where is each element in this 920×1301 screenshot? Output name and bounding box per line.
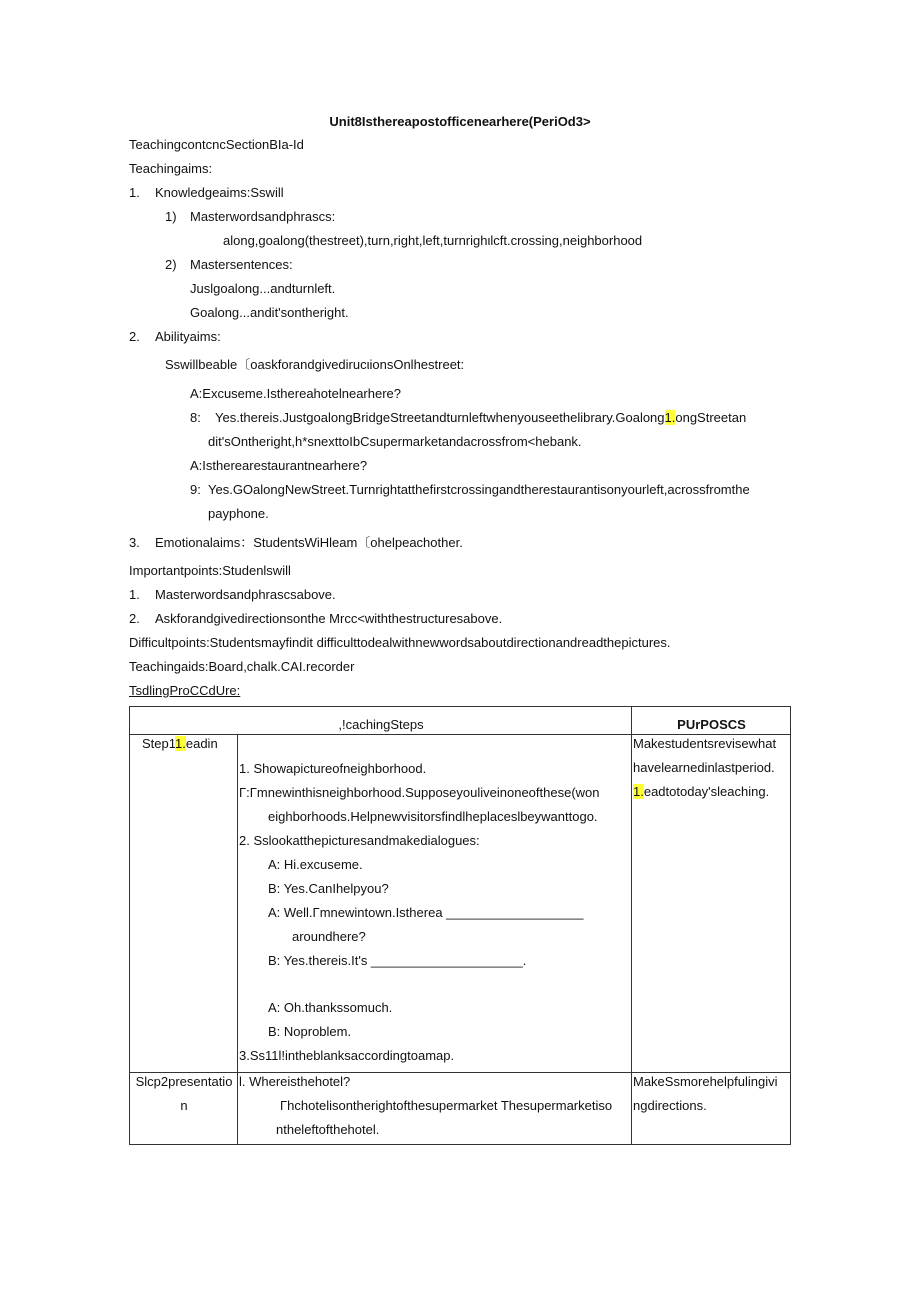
dialogue-b1-cont: dit'sOntheright,h*snexttoIbCsupermarketandacrossfrom<hebank. (208, 434, 582, 449)
purpose-line: MakeSsmorehelpfulingivi (633, 1074, 778, 1089)
list-item: aroundhere? (292, 929, 366, 944)
step1-pre: Step1 (142, 736, 176, 751)
header-steps: ,!cachingSteps (338, 717, 424, 732)
sub2-text: Mastersentences: (190, 257, 293, 272)
list-item: A: Well.Γmnewintown.Isthereа ___________________ (268, 905, 584, 920)
list-item: l. Whereisthehotel? (239, 1074, 351, 1089)
teaching-aids: Teachingaids:Board,chalk.CAI.recorder (129, 659, 355, 674)
dialogue-b2-cont: payphone. (208, 506, 269, 521)
highlight-mark: 1. (664, 410, 676, 425)
table-row (130, 735, 791, 1073)
important-1: Masterwordsandphrascsabove. (155, 587, 336, 602)
important-1-num: 1. (129, 587, 140, 602)
aims-heading: Teachingaims: (129, 161, 213, 176)
list-item: B: Noproblem. (268, 1024, 352, 1039)
step2-content-cell (238, 1073, 632, 1145)
procedure-heading: TsdlingProCCdUre: (129, 683, 241, 698)
list-item: A: Hi.excuseme. (268, 857, 363, 872)
step1-post: eadin (185, 736, 218, 751)
words-list: along,goalong(thestreet),turn,right,left,turnrighιlcft.crossing,neighborhood (223, 233, 643, 248)
sub1-text: Masterwordsandphrascs: (190, 209, 336, 224)
step1-cell (130, 735, 238, 1073)
sub2-num: 2) (165, 257, 177, 272)
highlight-mark: 1. (633, 784, 644, 799)
list-item: eighborhoods.Helpnewvisitorsfindlheplaceslbeywanttogo. (268, 809, 598, 824)
header-purposes-cell (632, 707, 791, 735)
step1-purpose-cell (632, 735, 791, 1073)
ability-aims: Abilityaims: (155, 329, 221, 344)
purpose-line: ngdirections. (633, 1098, 707, 1113)
list-item: B: Yes.thereis.It's _____________________. (268, 953, 527, 968)
dialogue-b1-pre: Yes.thereis.JustgoalongBridgeStreetandturnleftwhenyouseethelibrary.Goalong (215, 410, 665, 425)
list-item: A: Oh.thankssomuch. (268, 1000, 393, 1015)
dialogue-b1-post: ongStreetan (675, 410, 747, 425)
table-header-row (130, 707, 791, 735)
dialogue-b2: Yes.GOalongNewStreet.Turnrightatthefirstcrossingandtherestaurantisonyourleft,acrossfromthe (208, 482, 750, 497)
document-title: Unit8Isthereapostofficenearhere(PeriOd3> (329, 114, 591, 129)
purpose-line: Makestudentsrevisewhat (633, 736, 777, 751)
purpose-text: eadtotoday'sleaching. (643, 784, 770, 799)
sub1-num: 1) (165, 209, 177, 224)
ability-intro: Sswillbeable〔oaskforandgivedirucιionsOnlhestreet: (165, 357, 465, 372)
purpose-line: havelearnedinlastperiod. (633, 760, 775, 775)
step1-label (142, 736, 218, 752)
step2-label-cont: n (180, 1098, 188, 1113)
knowledge-num: 1. (129, 185, 140, 200)
difficult-points: Difficultpoints:Studentsmayfindit difficulttodealwithnewwordsaboutdirectionandreadthepictures. (129, 635, 671, 650)
dialogue-b2-num: 9: (190, 482, 201, 497)
dialogue-a2: A:Istherearestaurantnearhere? (190, 458, 368, 473)
dialogue-b1 (215, 410, 746, 426)
step2-label: Slcp2presentatio (135, 1074, 233, 1089)
header-steps-cell (130, 707, 632, 735)
list-item: ntheleftofthehotel. (276, 1122, 380, 1137)
purpose-line (633, 784, 769, 800)
ability-num: 2. (129, 329, 140, 344)
list-item: 3.Ss11l!intheblanksaccordingtoamap. (239, 1048, 455, 1063)
list-item: Γhchotelisontherightofthesupermarket Thesupermarketiso (280, 1098, 613, 1113)
list-item: 1. Showapictureofneighborhood. (239, 761, 427, 776)
highlight-mark: 1. (175, 736, 186, 751)
list-item: 2. Sslookatthepicturesandmakedialogues: (239, 833, 480, 848)
step1-content-cell (238, 735, 632, 1073)
procedure-table (129, 706, 791, 1145)
teaching-content: TeachingcontcncSectionBIa-Id (129, 137, 304, 152)
step2-cell (130, 1073, 238, 1145)
emotional-aims: Emotionalaims：StudentsWiHleam〔ohelpeachother. (155, 535, 463, 550)
important-heading: Importantpoints:Studenlswill (129, 563, 291, 578)
list-item: B: Yes.CanIhelpyou? (268, 881, 389, 896)
sentence-1: Juslgoalong...andturnleft. (190, 281, 336, 296)
table-row (130, 1073, 791, 1145)
list-item: Γ:Γmnewinthisneighborhood.Supposeyouliveinoneofthese(won (239, 785, 600, 800)
knowledge-aims: Knowledgeaims:Sswill (155, 185, 284, 200)
sentence-2: Goalong...andit'sontheright. (190, 305, 349, 320)
step2-purpose-cell (632, 1073, 791, 1145)
important-2: Askforandgivedirectionsonthe Mrcc<withthestructuresabove. (155, 611, 503, 626)
dialogue-a1: A:Excuseme.Isthereahotelnearhere? (190, 386, 402, 401)
emotional-num: 3. (129, 535, 140, 550)
dialogue-b1-num: 8: (190, 410, 201, 425)
header-purposes: PUrPOSCS (677, 717, 746, 732)
important-2-num: 2. (129, 611, 140, 626)
